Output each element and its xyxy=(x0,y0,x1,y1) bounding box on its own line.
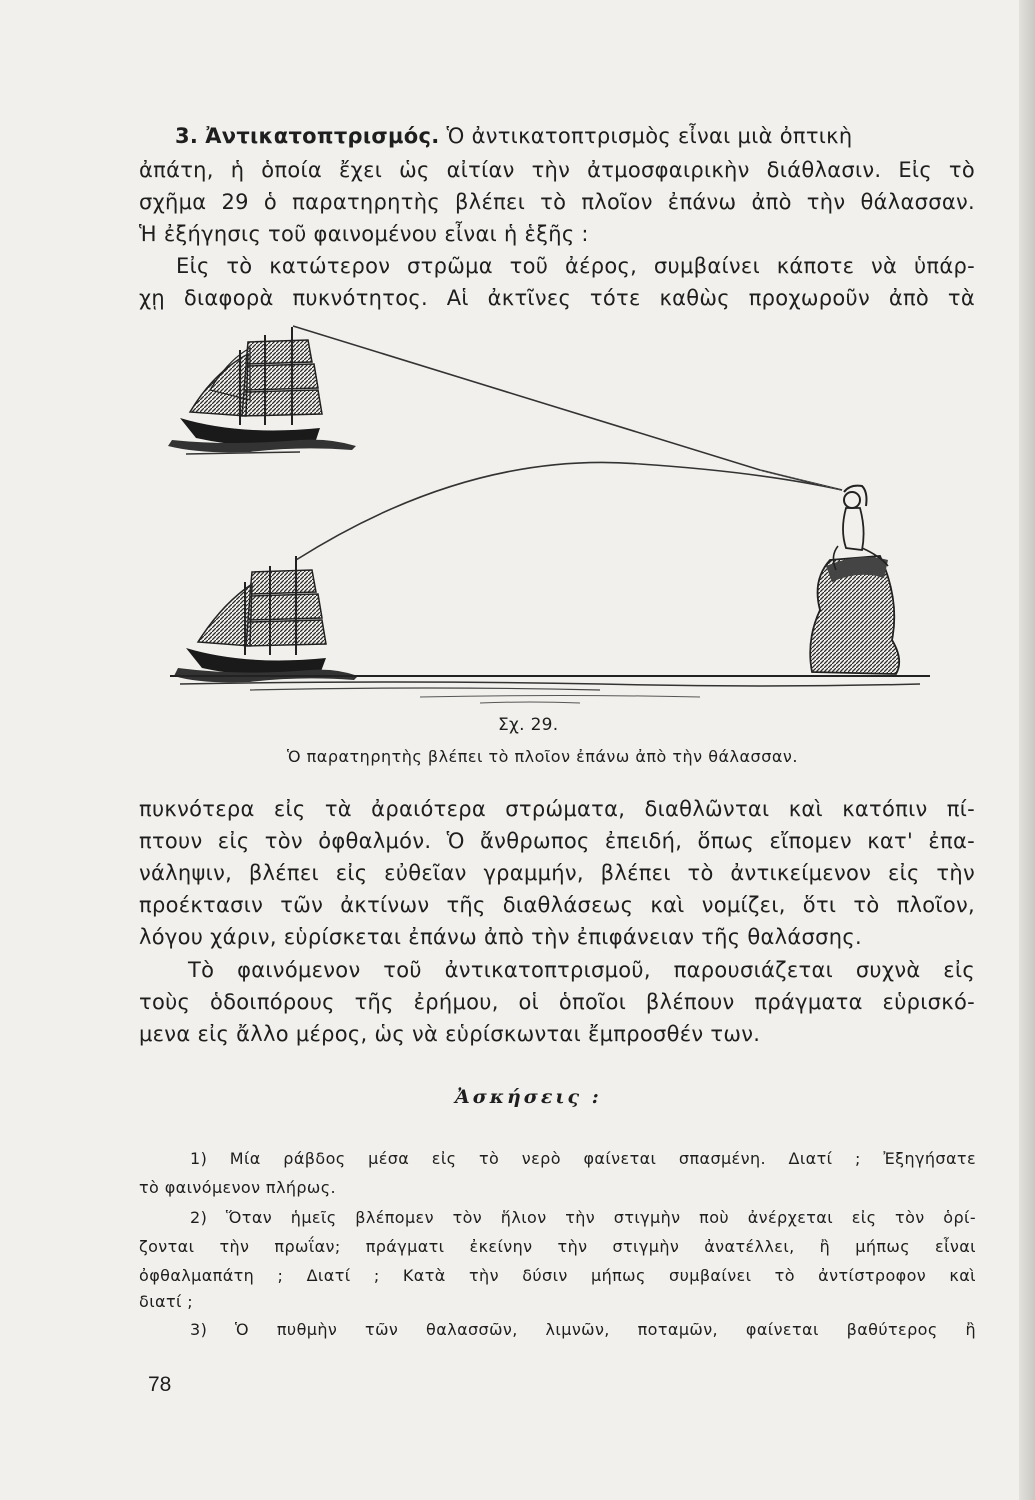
section-line-1: ἀπάτη, ἡ ὁποία ἔχει ὡς αἰτίαν τὴν ἀτμοσφαιρικὴν διάθλασιν. Εἰς τὸ xyxy=(139,158,975,182)
section-title: Ἀντικατοπτρισμός. xyxy=(205,124,440,148)
section-line-3: Ἡ ἐξήγησις τοῦ φαινομένου εἶναι ἡ ἑξῆς : xyxy=(139,222,589,246)
section-number: 3. xyxy=(175,124,199,148)
exercise-line-3: ζονται τὴν πρωΐαν; πράγματι ἐκείνην τὴν στιγμὴν ἀνατέλλει, ἢ μήπως εἶναι xyxy=(139,1237,976,1256)
exercise-line-4: ὀφθαλμαπάτη ; Διατί ; Κατὰ τὴν δύσιν μήπως συμβαίνει τὸ ἀντίστροφον καὶ xyxy=(139,1266,976,1285)
observer-on-rock xyxy=(810,486,899,674)
body2-line-1: πτουν εἰς τὸν ὀφθαλμόν. Ὁ ἄνθρωπος ἐπειδή, ὅπως εἴπομεν κατ' ἐπα- xyxy=(139,829,975,853)
apparent-ship-drawing xyxy=(168,327,356,454)
exercise-line-0: 1) Μία ράβδος μέσα εἰς τὸ νερὸ φαίνεται σπασμένη. Διατί ; Ἐξηγήσατε xyxy=(190,1149,976,1168)
exercises-title: Ἀσκήσεις : xyxy=(455,1086,602,1108)
page-number: 78 xyxy=(148,1373,172,1396)
figure-caption: Ὁ παρατηρητὴς βλέπει τὸ πλοῖον ἐπάνω ἀπὸ τὴν θάλασσαν. xyxy=(287,747,798,766)
apparent-sight-line xyxy=(293,326,842,490)
body2-line-2: νάληψιν, βλέπει εἰς εὐθεῖαν γραμμήν, βλέπει τὸ ἀντικείμενον εἰς τὴν xyxy=(139,861,975,885)
sea-surface xyxy=(170,676,930,703)
real-ship-drawing xyxy=(174,556,358,682)
exercise-line-1: τὸ φαινόμενον πλήρως. xyxy=(139,1178,337,1197)
figure-label: Σχ. 29. xyxy=(498,715,559,735)
exercise-line-5: διατί ; xyxy=(139,1292,194,1311)
body2-line-3: προέκτασιν τῶν ἀκτίνων τῆς διαθλάσεως καὶ νομίζει, ὅτι τὸ πλοῖον, xyxy=(139,893,975,917)
body2-line-4: λόγου χάριν, εὑρίσκεται ἐπάνω ἀπὸ τὴν ἐπιφάνειαν τῆς θαλάσσης. xyxy=(139,925,862,949)
body2-line-7: μενα εἰς ἄλλο μέρος, ὡς νὰ εὑρίσκωνται ἔμπροσθέν των. xyxy=(139,1022,761,1046)
section-line-4: Εἰς τὸ κατώτερον στρῶμα τοῦ ἀέρος, συμβαίνει κάποτε νὰ ὑπάρ- xyxy=(176,254,975,278)
body2-line-5: Τὸ φαινόμενον τοῦ ἀντικατοπτρισμοῦ, παρουσιάζεται συχνὰ εἰς xyxy=(188,958,975,982)
section-line-2: σχῆμα 29 ὁ παρατηρητὴς βλέπει τὸ πλοῖον ἐπάνω ἀπὸ τὴν θάλασσαν. xyxy=(139,190,975,214)
section-line-5: χῃ διαφορὰ πυκνότητος. Αἱ ἀκτῖνες τότε καθὼς προχωροῦν ἀπὸ τὰ xyxy=(139,286,975,310)
exercise-line-2: 2) Ὅταν ἡμεῖς βλέπομεν τὸν ἥλιον τὴν στιγμὴν ποὺ ἀνέρχεται εἰς τὸν ὁρί- xyxy=(190,1208,976,1227)
section-line-0: Ὁ ἀντικατοπτρισμὸς εἶναι μιὰ ὀπτικὴ xyxy=(446,124,853,148)
body2-line-0: πυκνότερα εἰς τὰ ἀραιότερα στρώματα, διαθλῶνται καὶ κατόπιν πί- xyxy=(139,797,975,821)
refracted-ray-path xyxy=(296,462,842,560)
page-edge-shadow xyxy=(1019,0,1035,1500)
exercise-line-6: 3) Ὁ πυθμὴν τῶν θαλασσῶν, λιμνῶν, ποταμῶν, φαίνεται βαθύτερος ἢ xyxy=(190,1320,976,1339)
body2-line-6: τοὺς ὁδοιπόρους τῆς ἐρήμου, οἱ ὁποῖοι βλέπουν πράγματα εὑρισκό- xyxy=(139,990,975,1014)
